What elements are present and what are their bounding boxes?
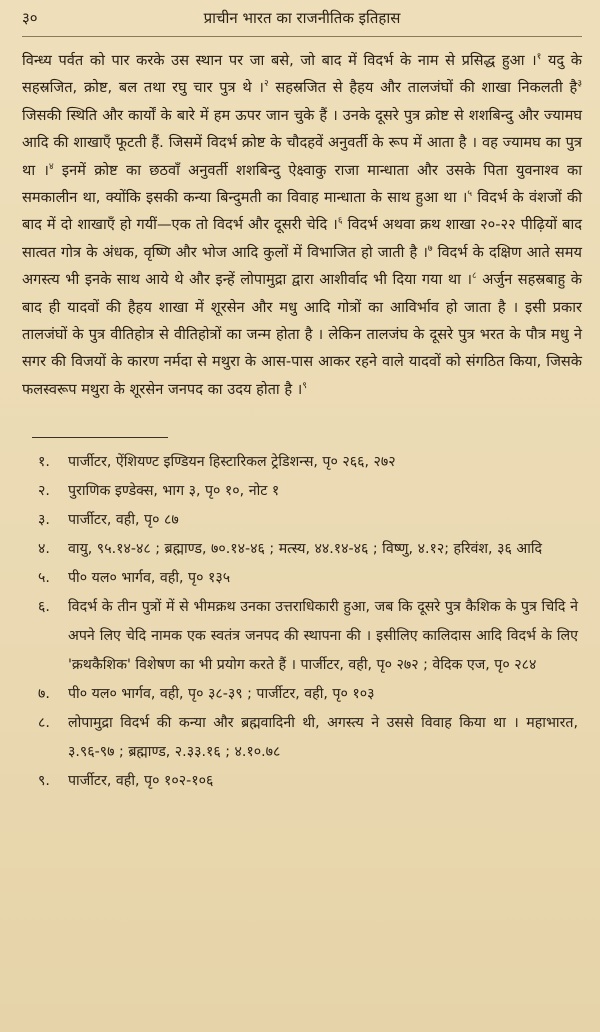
paragraph-segment: यदु के सहस्रजित, क्रोष्ट, बल तथा रघु चार पुत्र थे । [22,52,582,97]
footnote-divider [32,437,168,438]
footnote-number: ८. [38,715,50,732]
footnote-text: लोपामुद्रा विदर्भ की कन्या और ब्रह्मवादिनी थी, अगस्त्य ने उससे विवाह किया था । महाभारत, ३.९६-९७ ; ब्रह्माण्ड, २.३३.१६ ; ४.१०.७८ [68,715,578,761]
paragraph-segment: अर्जुन सहस्रबाहु के बाद ही यादवों की हैहय शाखा में शूरसेन और मधु आदि गोत्रों का आविर्भाव हो जाता है । इसी प्रकार तालजंघों के पुत्र वीतिहोत्र से वीतिहोत्रों का जन्म होता है । लेकिन तालजंघ के दूसरे पुत्र भरत के पौत्र मधु ने सगर की विजयों के कारण नर्मदा से मथुरा के आस-पास आकर रहने वाले यादवों को संगठित किया, जिसके फलस्वरूप मथुरा के शूरसेन जनपद का उदय होता है । [22,271,583,398]
paragraph-segment: सहस्रजित से हैहय और तालजंघों की शाखा निकलती है [268,79,578,97]
paragraph-segment: इनमें क्रोष्ट का छठवाँ अनुवर्ती शशबिन्दु ऐक्ष्वाकु राजा मान्धाता और उसके पिता युवनाश्व का समकालीन था, क्योंकि इसकी कन्या बिन्दुमती का विवाह मान्धाता के साथ हुआ था । [22,161,583,207]
footnote-item [22,535,582,564]
footnote-text: विदर्भ के तीन पुत्रों में से भीमक्रथ उनका उत्तराधिकारी हुआ, जब कि दूसरे पुत्र कैशिक के पुत्र चिदि ने अपने लिए चेदि नामक एक स्वतंत्र जनपद की स्थापना की । इसीलिए कालिदास आदि विदर्भ के लिए 'क्रथकैशिक' विशेषण का भी प्रयोग करते हैं । पार्जीटर, वही, पृ० २७२ ; वेदिक एज, पृ० २८४ [68,599,578,674]
footnote-item [22,477,582,506]
running-title: प्राचीन भारत का राजनीतिक इतिहास [203,9,401,27]
footnote-ref: ६ [337,216,343,227]
paragraph-text [22,47,582,403]
footnote-item [22,767,582,796]
footnote-ref: २ [263,79,269,90]
main-paragraph [22,47,582,403]
footnote-text: पुराणिक इण्डेक्स, भाग ३, पृ० १०, नोट १ [68,483,280,500]
footnote-item [22,680,582,709]
footnote-text: पी० यल० भार्गव, वही, पृ० ३८-३९ ; पार्जीटर, वही, पृ० १०३ [68,686,375,703]
footnote-number: ६. [38,599,50,616]
footnote-number: १. [38,454,50,471]
footnote-number: ७. [38,686,50,703]
footnote-item [22,564,582,593]
footnote-number: ३. [38,512,50,529]
paragraph-segment: विदर्भ अथवा क्रथ शाखा २०-२२ पीढ़ियों बाद सात्वत गोत्र के अंधक, वृष्णि और भोज आदि कुलों में विभाजित हो जाती है । [22,216,582,261]
footnote-ref: ५ [467,189,473,200]
footnote-text: पार्जीटर, वही, पृ० ८७ [68,512,179,529]
paragraph-segment: विदर्भ के दक्षिण आते समय अगस्त्य भी इनके साथ आये थे और इन्हें लोपामुद्रा द्वारा आशीर्वाद भी दिया गया था । [22,243,582,289]
footnote-ref: ४ [48,161,54,172]
footnote-item [22,448,582,477]
footnote-item [22,709,582,767]
paragraph-segment: विदर्भ के वंशजों की बाद में दो शाखाएँ हो गयीं—एक तो विदर्भ और दूसरी चेदि । [22,189,582,234]
footnote-text: पार्जीटर, ऐंशियण्ट इण्डियन हिस्टारिकल ट्रेडिशन्स, पृ० २६६, २७२ [68,454,396,471]
page-header [22,6,582,37]
footnote-text: वायु, ९५.१४-४८ ; ब्रह्माण्ड, ७०.१४-४६ ; मत्स्य, ४४.१४-४६ ; विष्णु, ४.१२; हरिवंश, ३६ आदि [68,541,543,558]
footnote-number: ४. [38,541,50,558]
footnote-item [22,506,582,535]
page-number: ३० [22,9,38,27]
paragraph-segment: विन्ध्य पर्वत को पार करके उस स्थान पर जा बसे, जो बाद में विदर्भ के नाम से प्रसिद्ध हुआ । [22,52,537,69]
footnote-number: २. [38,483,50,500]
footnote-number: ५. [38,570,50,587]
footnote-ref: ७ [427,243,433,254]
footnote-number: ९. [38,773,50,790]
footnote-ref: ९ [302,381,307,392]
footnote-text: पार्जीटर, वही, पृ० १०२-१०६ [68,773,214,790]
footnote-ref: ८ [471,271,477,282]
paragraph-segment: जिसकी स्थिति और कार्यों के बारे में हम ऊपर जान चुके हैं । उनके दूसरे पुत्र क्रोष्ट से शशबिन्दु और ज्यामघ आदि की शाखाएँ फूटती हैं. जिसमें विदर्भ क्रोष्ट के चौदहवें अनुवर्ती के रूप में आता है । वह ज्यामघ का पुत्र था । [22,106,582,179]
footnote-ref: १ [536,52,542,63]
footnote-item [22,593,582,680]
footnote-list [22,448,582,796]
footnote-ref: ३ [577,79,582,90]
footnote-text: पी० यल० भार्गव, वही, पृ० १३५ [68,570,231,587]
